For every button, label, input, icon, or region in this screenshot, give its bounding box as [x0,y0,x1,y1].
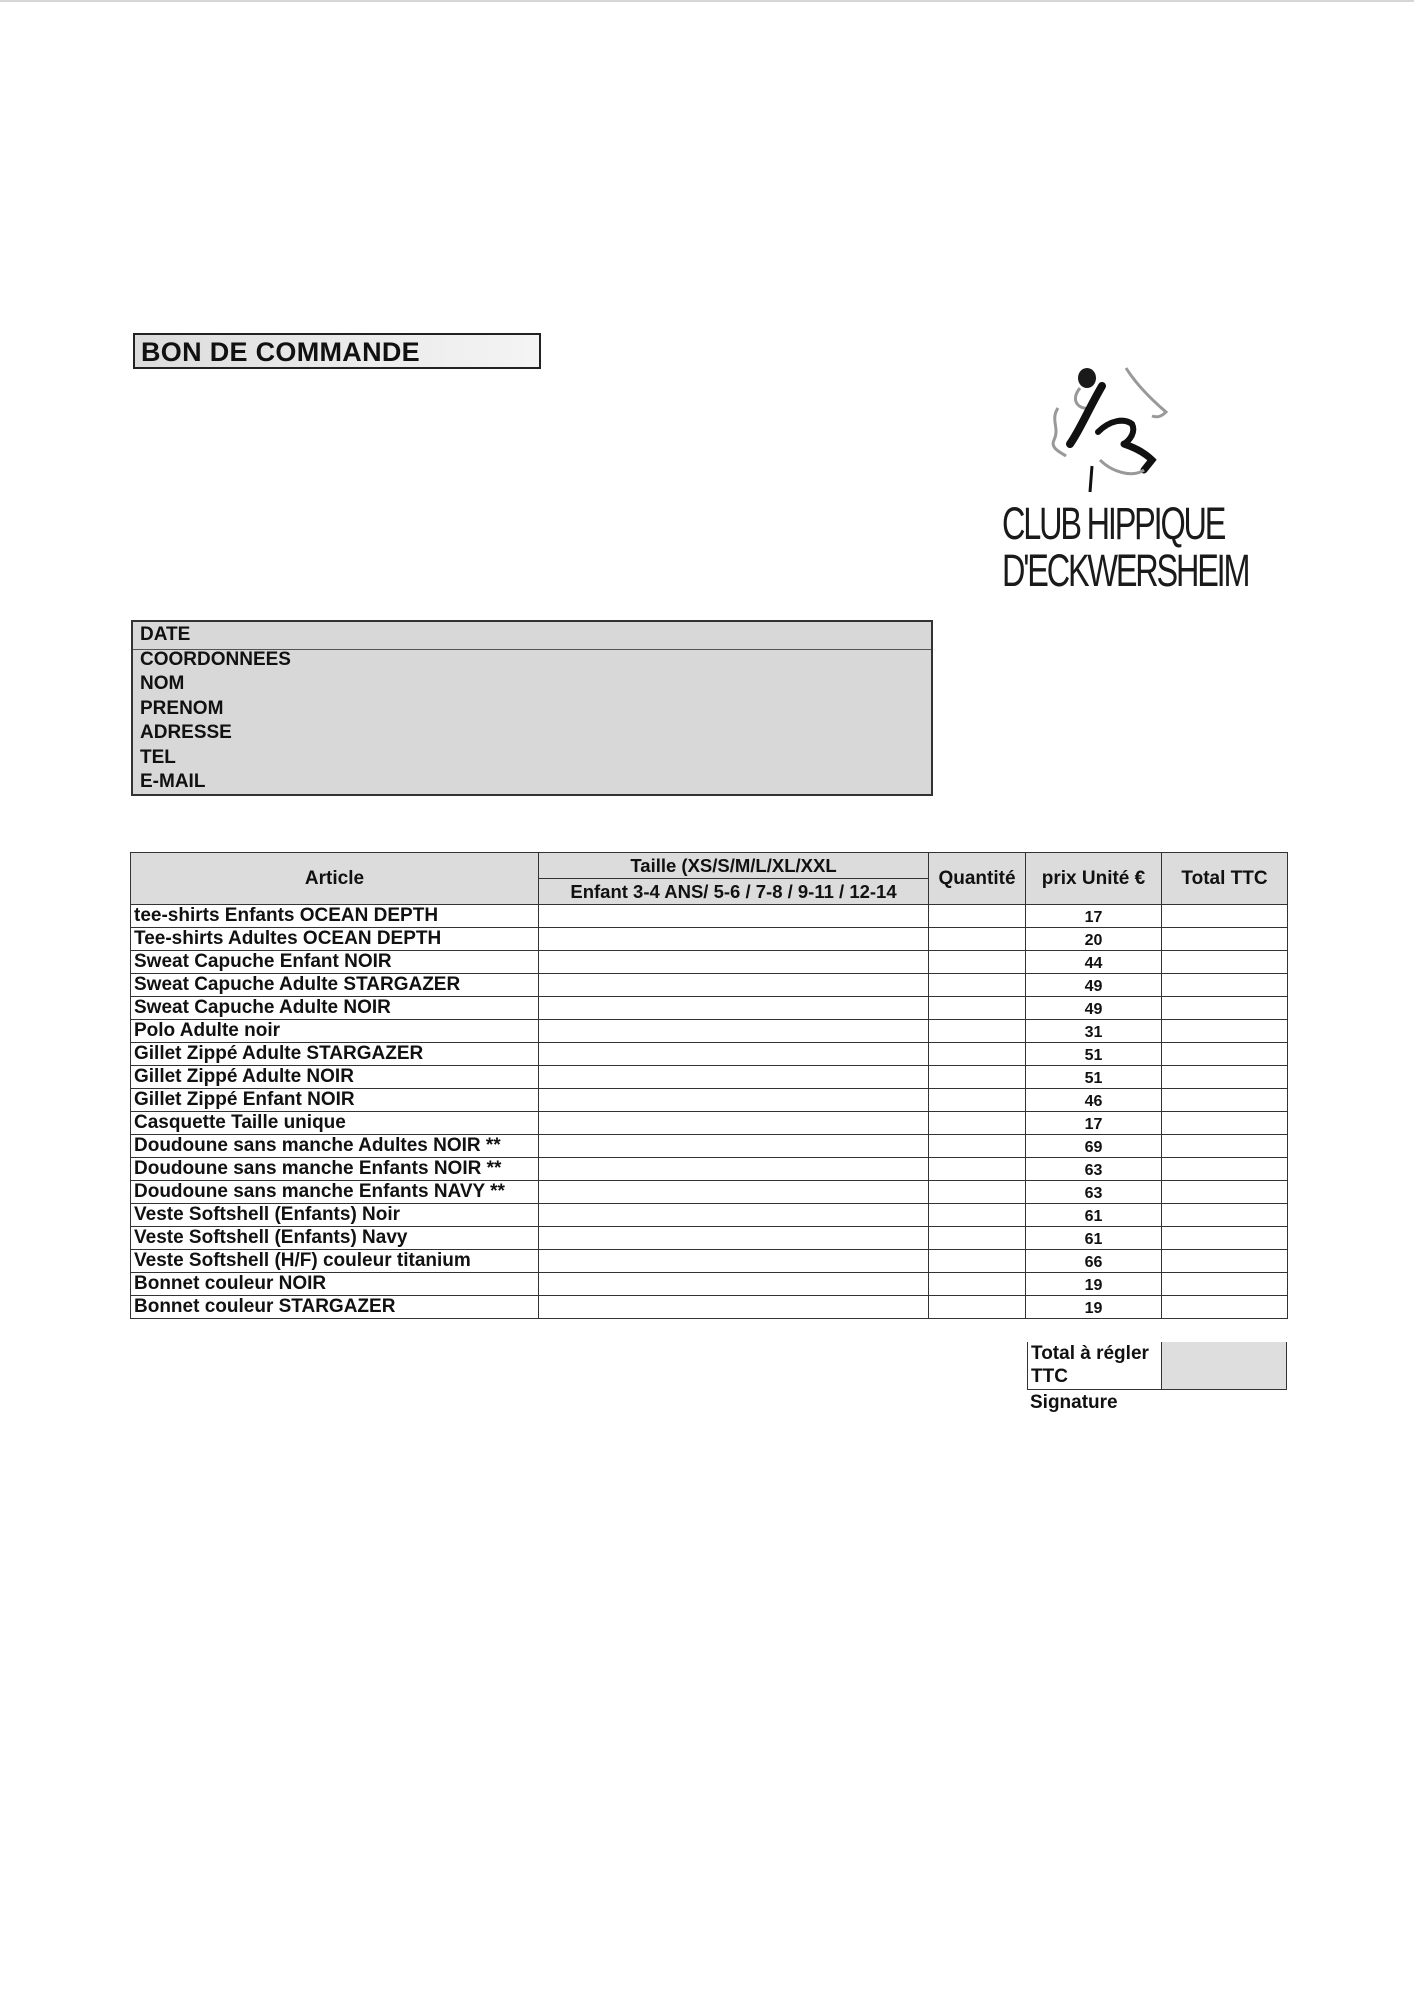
total-cell[interactable] [1162,997,1288,1020]
quantity-cell[interactable] [929,1250,1026,1273]
size-cell[interactable] [539,928,929,951]
total-cell[interactable] [1162,1296,1288,1319]
total-cell[interactable] [1162,1089,1288,1112]
table-row [131,1250,1288,1273]
price-cell: 17 [1026,1112,1162,1135]
price-cell: 49 [1026,997,1162,1020]
quantity-cell[interactable] [929,997,1026,1020]
quantity-cell[interactable] [929,1296,1026,1319]
size-cell[interactable] [539,1112,929,1135]
quantity-cell[interactable] [929,1089,1026,1112]
article-cell: Bonnet couleur NOIR [131,1273,539,1296]
quantity-cell[interactable] [929,1181,1026,1204]
size-cell[interactable] [539,905,929,928]
total-label [1027,1342,1161,1390]
label-tel: TEL [140,747,176,768]
size-cell[interactable] [539,1296,929,1319]
total-cell[interactable] [1162,1204,1288,1227]
size-cell[interactable] [539,1204,929,1227]
article-cell: Veste Softshell (Enfants) Noir [131,1204,539,1227]
article-cell: tee-shirts Enfants OCEAN DEPTH [131,905,539,928]
horse-rider-icon [1040,360,1190,500]
quantity-cell[interactable] [929,1112,1026,1135]
table-row [131,1135,1288,1158]
quantity-cell[interactable] [929,928,1026,951]
price-cell: 17 [1026,905,1162,928]
order-form-title-box [133,333,541,369]
contact-details-box [131,620,933,796]
article-cell: Sweat Capuche Enfant NOIR [131,951,539,974]
total-cell[interactable] [1162,1181,1288,1204]
header-prix: prix Unité € [1026,853,1162,905]
total-cell[interactable] [1162,1273,1288,1296]
price-cell: 19 [1026,1273,1162,1296]
table-row [131,974,1288,997]
table-row [131,1043,1288,1066]
price-cell: 46 [1026,1089,1162,1112]
total-cell[interactable] [1162,974,1288,997]
size-cell[interactable] [539,1089,929,1112]
table-header-row [131,853,1288,905]
price-cell: 19 [1026,1296,1162,1319]
label-prenom: PRENOM [140,698,224,719]
table-row [131,1089,1288,1112]
scan-edge-top [0,0,1414,2]
total-cell[interactable] [1162,905,1288,928]
size-cell[interactable] [539,1020,929,1043]
price-cell: 69 [1026,1135,1162,1158]
table-row [131,1112,1288,1135]
price-cell: 20 [1026,928,1162,951]
grand-total-cell[interactable] [1161,1342,1287,1390]
price-cell: 63 [1026,1158,1162,1181]
total-cell[interactable] [1162,1227,1288,1250]
table-row [131,905,1288,928]
quantity-cell[interactable] [929,1273,1026,1296]
header-quantite: Quantité [929,853,1026,905]
article-cell: Tee-shirts Adultes OCEAN DEPTH [131,928,539,951]
label-adresse: ADRESSE [140,722,232,743]
article-cell: Gillet Zippé Adulte NOIR [131,1066,539,1089]
size-cell[interactable] [539,1250,929,1273]
size-cell[interactable] [539,1043,929,1066]
total-label-line2: TTC [1031,1366,1068,1387]
total-cell[interactable] [1162,1112,1288,1135]
article-cell: Casquette Taille unique [131,1112,539,1135]
quantity-cell[interactable] [929,1043,1026,1066]
header-article: Article [131,853,539,905]
quantity-cell[interactable] [929,1020,1026,1043]
table-row [131,1296,1288,1319]
quantity-cell[interactable] [929,1066,1026,1089]
article-cell: Bonnet couleur STARGAZER [131,1296,539,1319]
label-email: E-MAIL [140,771,206,792]
signature-label: Signature [1030,1392,1118,1413]
article-cell: Polo Adulte noir [131,1020,539,1043]
table-row [131,1158,1288,1181]
article-cell: Sweat Capuche Adulte STARGAZER [131,974,539,997]
price-cell: 44 [1026,951,1162,974]
quantity-cell[interactable] [929,1204,1026,1227]
total-cell[interactable] [1162,1158,1288,1181]
table-row [131,1227,1288,1250]
price-cell: 61 [1026,1204,1162,1227]
quantity-cell[interactable] [929,974,1026,997]
header-taille-child: Enfant 3-4 ANS/ 5-6 / 7-8 / 9-11 / 12-14 [570,881,897,902]
price-cell: 66 [1026,1250,1162,1273]
quantity-cell[interactable] [929,905,1026,928]
table-row [131,1273,1288,1296]
table-row [131,1181,1288,1204]
price-cell: 31 [1026,1020,1162,1043]
article-cell: Sweat Capuche Adulte NOIR [131,997,539,1020]
label-coordonnees: COORDONNEES [140,649,291,670]
article-cell: Veste Softshell (H/F) couleur titanium [131,1250,539,1273]
club-name-line2: D'ECKWERSHEIM [1002,545,1249,596]
size-cell[interactable] [539,1066,929,1089]
table-row [131,1020,1288,1043]
header-taille-adult: Taille (XS/S/M/L/XL/XXL [539,853,928,879]
table-row [131,928,1288,951]
size-cell[interactable] [539,1135,929,1158]
total-block [1027,1342,1287,1392]
label-date: DATE [140,624,191,645]
price-cell: 51 [1026,1043,1162,1066]
total-cell[interactable] [1162,1020,1288,1043]
quantity-cell[interactable] [929,1158,1026,1181]
size-cell[interactable] [539,1227,929,1250]
table-row [131,997,1288,1020]
table-row [131,951,1288,974]
article-cell: Gillet Zippé Enfant NOIR [131,1089,539,1112]
price-cell: 61 [1026,1227,1162,1250]
total-cell[interactable] [1162,1066,1288,1089]
article-cell: Doudoune sans manche Adultes NOIR ** [131,1135,539,1158]
size-cell[interactable] [539,1181,929,1204]
club-name-line1: CLUB HIPPIQUE [1002,498,1225,549]
header-taille [539,853,929,905]
total-cell[interactable] [1162,951,1288,974]
total-cell[interactable] [1162,928,1288,951]
size-cell[interactable] [539,974,929,997]
total-label-line1: Total à régler [1031,1343,1149,1364]
size-cell[interactable] [539,997,929,1020]
price-cell: 63 [1026,1181,1162,1204]
price-cell: 49 [1026,974,1162,997]
size-cell[interactable] [539,951,929,974]
article-cell: Doudoune sans manche Enfants NOIR ** [131,1158,539,1181]
quantity-cell[interactable] [929,951,1026,974]
size-cell[interactable] [539,1273,929,1296]
total-cell[interactable] [1162,1135,1288,1158]
quantity-cell[interactable] [929,1227,1026,1250]
article-cell: Veste Softshell (Enfants) Navy [131,1227,539,1250]
table-row [131,1204,1288,1227]
article-cell: Doudoune sans manche Enfants NAVY ** [131,1181,539,1204]
header-total: Total TTC [1162,853,1288,905]
order-table [130,852,1288,1319]
club-logo [960,360,1260,610]
label-nom: NOM [140,673,185,694]
article-cell: Gillet Zippé Adulte STARGAZER [131,1043,539,1066]
total-cell[interactable] [1162,1250,1288,1273]
size-cell[interactable] [539,1158,929,1181]
table-row [131,1066,1288,1089]
total-cell[interactable] [1162,1043,1288,1066]
page-title: BON DE COMMANDE [141,337,420,367]
price-cell: 51 [1026,1066,1162,1089]
quantity-cell[interactable] [929,1135,1026,1158]
